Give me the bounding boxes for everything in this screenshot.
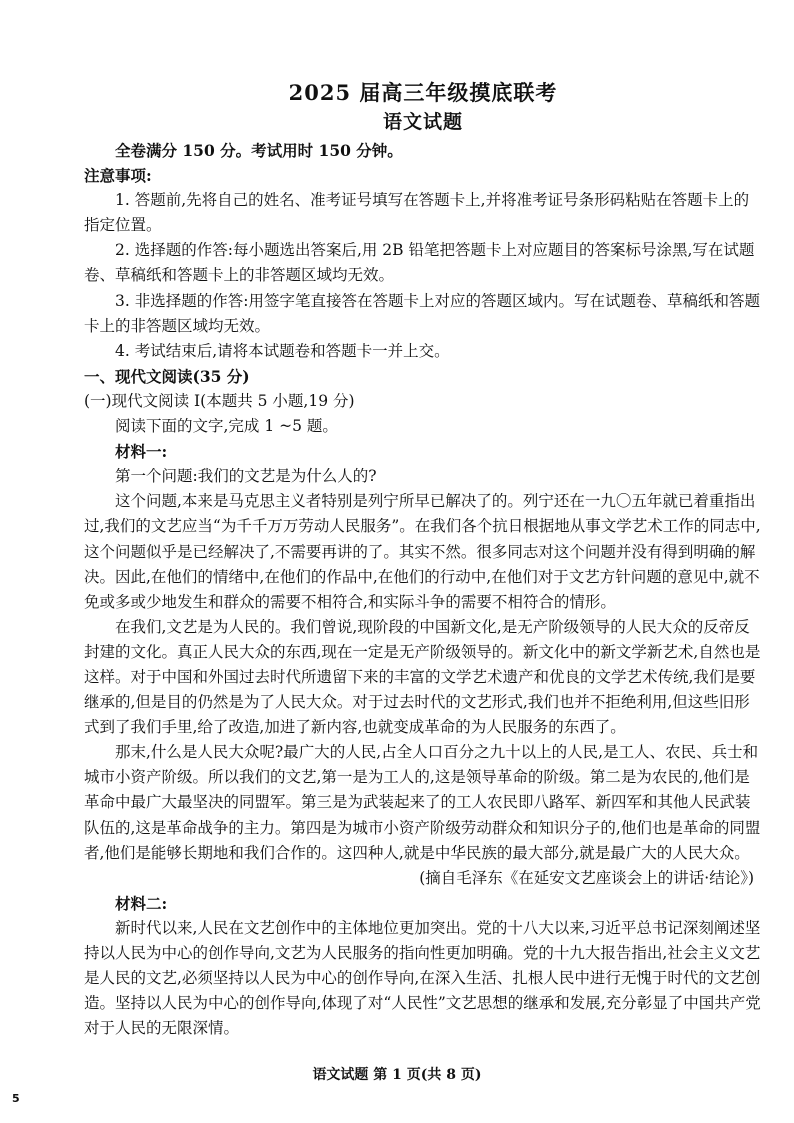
material1-paragraph: 第一个问题:我们的文艺是为什么人的? bbox=[115, 467, 377, 486]
notice-item: 3. 非选择题的作答:用签字笔直接答在答题卡上对应的答题区域内。写在试题卷、草稿纸和答题卡上的非答题区域均无效。 bbox=[84, 291, 760, 335]
page-content bbox=[84, 78, 762, 1041]
material1-source: (摘自毛泽东《在延安文艺座谈会上的讲话·结论》) bbox=[419, 868, 754, 887]
margin-mark: 5 bbox=[12, 1092, 20, 1105]
notice-item: 2. 选择题的作答:每小题选出答案后,用 2B 铅笔把答题卡上对应题目的答案标号涂黑,写在试题卷、草稿纸和答题卡上的非答题区域均无效。 bbox=[84, 241, 755, 285]
section-instruction: 阅读下面的文字,完成 1 ~5 题。 bbox=[115, 417, 338, 436]
material2-paragraph: 新时代以来,人民在文艺创作中的主体地位更加突出。党的十八大以来,习近平总书记深刻阐述坚持以人民为中心的创作导向,文艺为人民服务的指向性更加明确。党的十九大报告指出,社会主义文艺是人民的文艺,必须坚持以人民为中心的创作导向,在深入生活、扎根人民中进行无愧于时代的文艺创造。坚持以人民为中心的创作导向,体现了对“人民性”文艺思想的继承和发展,充分彰显了中国共产党对于人民的无限深情。 bbox=[84, 918, 761, 1038]
notice-heading: 注意事项: bbox=[84, 166, 152, 186]
material1-paragraph: 这个问题,本来是马克思主义者特别是列宁所早已解决了的。列宁还在一九〇五年就已着重指出过,我们的文艺应当“为千千万万劳动人民服务”。在我们各个抗日根据地从事文学艺术工作的同志中,这个问题似乎是已经解决了,不需要再讲的了。其实不然。很多同志对这个问题并没有得到明确的解决。因此,在他们的情绪中,在他们的作品中,在他们的行动中,在他们对于文艺方针问题的意见中,就不免或多或少地发生和群众的需要不相符合,和实际斗争的需要不相符合的情形。 bbox=[84, 492, 761, 611]
notice-item: 1. 答题前,先将自己的姓名、准考证号填写在答题卡上,并将准考证号条形码粘贴在答题卡上的指定位置。 bbox=[84, 191, 750, 235]
section-sub-heading: (一)现代文阅读 I(本题共 5 小题,19 分) bbox=[84, 391, 355, 410]
notice-item: 4. 考试结束后,请将本试题卷和答题卡一并上交。 bbox=[115, 341, 450, 360]
material1-paragraph: 那末,什么是人民大众呢?最广大的人民,占全人口百分之九十以上的人民,是工人、农民、兵士和城市小资产阶级。所以我们的文艺,第一是为工人的,这是领导革命的阶级。第二是为农民的,他们是革命中最广大最坚决的同盟军。第三是为武装起来了的工人农民即八路军、新四军和其他人民武装队伍的,这是革命战争的主力。第四是为城市小资产阶级劳动群众和知识分子的,他们也是革命的同盟者,他们是能够长期地和我们合作的。这四种人,就是中华民族的最大部分,就是最广大的人民大众。 bbox=[84, 743, 761, 862]
material1-paragraph: 在我们,文艺是为人民的。我们曾说,现阶段的中国新文化,是无产阶级领导的人民大众的反帝反封建的文化。真正人民大众的东西,现在一定是无产阶级领导的。新文化中的新文学新艺术,自然也是这样。对于中国和外国过去时代所遗留下来的丰富的文学艺术遗产和优良的文学艺术传统,我们是要继承的,但是目的仍然是为了人民大众。对于过去时代的文艺形式,我们也并不拒绝利用,但这些旧形式到了我们手里,给了改造,加进了新内容,也就变成革命的为人民服务的东西了。 bbox=[84, 617, 761, 737]
page-footer: 语文试题 第 1 页(共 8 页) bbox=[312, 1067, 482, 1083]
exam-subtitle: 语文试题 bbox=[382, 111, 463, 133]
material1-label: 材料一: bbox=[115, 442, 168, 462]
section-heading: 一、现代文阅读(35 分) bbox=[84, 366, 250, 386]
exam-title: 2025 届高三年级摸底联考 bbox=[288, 80, 558, 105]
material2-label: 材料二: bbox=[115, 893, 168, 913]
exam-info: 全卷满分 150 分。考试用时 150 分钟。 bbox=[115, 141, 403, 160]
